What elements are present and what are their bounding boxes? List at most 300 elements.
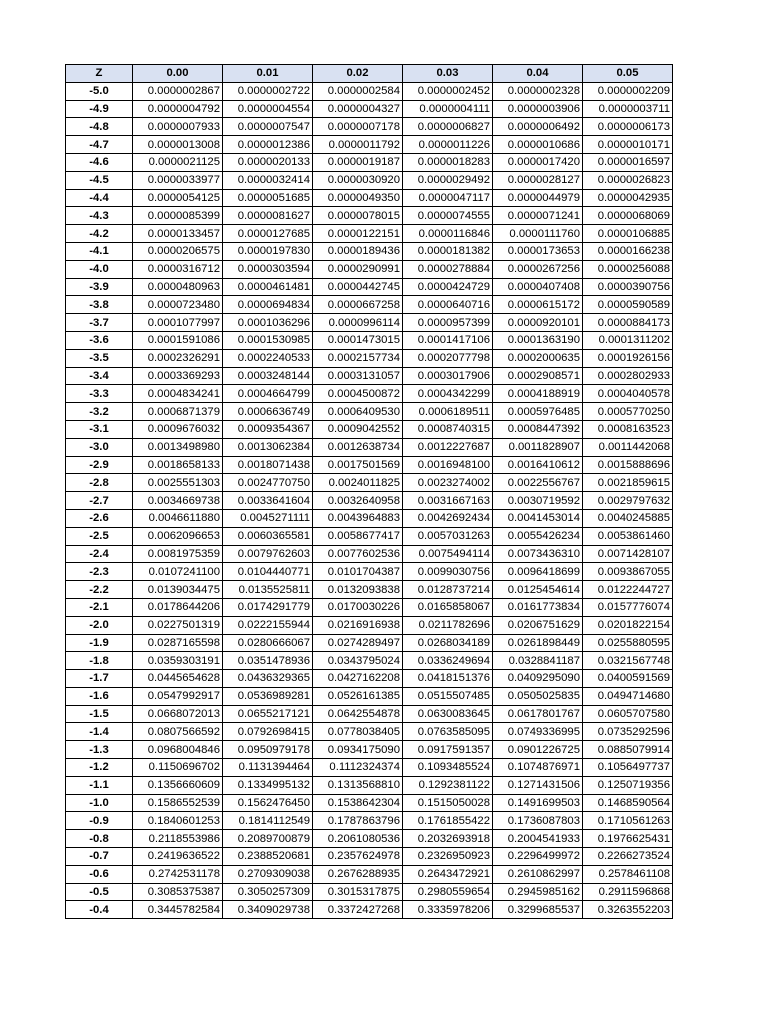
z-value-cell: -4.2	[66, 225, 133, 243]
table-row	[66, 225, 673, 243]
z-value-cell: -5.0	[66, 82, 133, 100]
probability-cell: 0.0000667258	[313, 296, 403, 314]
probability-cell: 0.0000074555	[403, 207, 493, 225]
probability-cell: 0.3299685537	[493, 901, 583, 919]
probability-cell: 0.0096418699	[493, 563, 583, 581]
probability-cell: 0.0165858067	[403, 598, 493, 616]
z-value-cell: -2.7	[66, 492, 133, 510]
probability-cell: 0.0000047117	[403, 189, 493, 207]
table-row	[66, 545, 673, 563]
probability-cell: 0.0505025835	[493, 687, 583, 705]
probability-cell: 0.0079762603	[223, 545, 313, 563]
probability-cell: 0.0000461481	[223, 278, 313, 296]
table-row	[66, 278, 673, 296]
probability-cell: 0.0002908571	[493, 367, 583, 385]
probability-cell: 0.0000004792	[133, 100, 223, 118]
probability-cell: 0.1150696702	[133, 759, 223, 777]
z-value-cell: -2.8	[66, 474, 133, 492]
z-value-cell: -1.0	[66, 794, 133, 812]
probability-cell: 0.1710561263	[583, 812, 673, 830]
probability-cell: 0.3085375387	[133, 883, 223, 901]
probability-cell: 0.0000256088	[583, 260, 673, 278]
probability-cell: 0.0024011825	[313, 474, 403, 492]
header-row	[66, 65, 673, 83]
probability-cell: 0.2004541933	[493, 830, 583, 848]
probability-cell: 0.1356660609	[133, 776, 223, 794]
probability-cell: 0.0161773834	[493, 598, 583, 616]
header-cell-0-05: 0.05	[583, 65, 673, 83]
probability-cell: 0.0934175090	[313, 741, 403, 759]
probability-cell: 0.0000407408	[493, 278, 583, 296]
table-row	[66, 563, 673, 581]
header-cell-0-02: 0.02	[313, 65, 403, 83]
probability-cell: 0.0000181382	[403, 242, 493, 260]
table-row	[66, 634, 673, 652]
probability-cell: 0.0000111760	[493, 225, 583, 243]
table-row	[66, 812, 673, 830]
table-row	[66, 403, 673, 421]
probability-cell: 0.0000004327	[313, 100, 403, 118]
probability-cell: 0.0280666067	[223, 634, 313, 652]
probability-cell: 0.2578461108	[583, 865, 673, 883]
probability-cell: 0.0008163523	[583, 420, 673, 438]
probability-cell: 0.1491699503	[493, 794, 583, 812]
table-row	[66, 865, 673, 883]
probability-cell: 0.1093485524	[403, 759, 493, 777]
probability-cell: 0.0018071438	[223, 456, 313, 474]
probability-cell: 0.0030719592	[493, 492, 583, 510]
probability-cell: 0.1056497737	[583, 759, 673, 777]
probability-cell: 0.2089700879	[223, 830, 313, 848]
table-row	[66, 242, 673, 260]
z-value-cell: -4.7	[66, 136, 133, 154]
probability-cell: 0.0494714680	[583, 687, 673, 705]
probability-cell: 0.0000071241	[493, 207, 583, 225]
probability-cell: 0.2061080536	[313, 830, 403, 848]
probability-cell: 0.0000640716	[403, 296, 493, 314]
probability-cell: 0.0099030756	[403, 563, 493, 581]
table-row	[66, 296, 673, 314]
table-row	[66, 759, 673, 777]
probability-cell: 0.0000303594	[223, 260, 313, 278]
z-value-cell: -3.9	[66, 278, 133, 296]
probability-cell: 0.0003369293	[133, 367, 223, 385]
probability-cell: 0.0008447392	[493, 420, 583, 438]
probability-cell: 0.0001077997	[133, 314, 223, 332]
probability-cell: 0.2296499972	[493, 848, 583, 866]
probability-cell: 0.0427162208	[313, 670, 403, 688]
probability-cell: 0.0000173653	[493, 242, 583, 260]
z-value-cell: -1.1	[66, 776, 133, 794]
probability-cell: 0.2357624978	[313, 848, 403, 866]
probability-cell: 0.0002802933	[583, 367, 673, 385]
z-value-cell: -2.4	[66, 545, 133, 563]
probability-cell: 0.0000054125	[133, 189, 223, 207]
probability-cell: 0.1313568810	[313, 776, 403, 794]
probability-cell: 0.0018658133	[133, 456, 223, 474]
table-row	[66, 260, 673, 278]
probability-cell: 0.0000085399	[133, 207, 223, 225]
probability-cell: 0.2266273524	[583, 848, 673, 866]
probability-cell: 0.0000694834	[223, 296, 313, 314]
z-value-cell: -1.4	[66, 723, 133, 741]
probability-cell: 0.1976625431	[583, 830, 673, 848]
z-value-cell: -1.9	[66, 634, 133, 652]
z-value-cell: -4.9	[66, 100, 133, 118]
probability-cell: 0.0029797632	[583, 492, 673, 510]
probability-cell: 0.0400591569	[583, 670, 673, 688]
probability-cell: 0.0950979178	[223, 741, 313, 759]
table-row	[66, 82, 673, 100]
probability-cell: 0.0000002722	[223, 82, 313, 100]
probability-cell: 0.0261898449	[493, 634, 583, 652]
probability-cell: 0.0255880595	[583, 634, 673, 652]
probability-cell: 0.0000884173	[583, 314, 673, 332]
z-value-cell: -2.9	[66, 456, 133, 474]
table-body	[66, 82, 673, 918]
probability-cell: 0.0000030920	[313, 171, 403, 189]
probability-cell: 0.0274289497	[313, 634, 403, 652]
probability-cell: 0.0043964883	[313, 509, 403, 527]
probability-cell: 0.0000006173	[583, 118, 673, 136]
probability-cell: 0.3445782584	[133, 901, 223, 919]
probability-cell: 0.0000122151	[313, 225, 403, 243]
probability-cell: 0.0351478936	[223, 652, 313, 670]
probability-cell: 0.0000278884	[403, 260, 493, 278]
probability-cell: 0.0101704387	[313, 563, 403, 581]
probability-cell: 0.1334995132	[223, 776, 313, 794]
probability-cell: 0.0000197830	[223, 242, 313, 260]
probability-cell: 0.0655217121	[223, 705, 313, 723]
z-value-cell: -2.2	[66, 581, 133, 599]
table-row	[66, 848, 673, 866]
probability-cell: 0.0000049350	[313, 189, 403, 207]
z-value-cell: -3.6	[66, 331, 133, 349]
probability-cell: 0.0001591086	[133, 331, 223, 349]
probability-cell: 0.0077602536	[313, 545, 403, 563]
probability-cell: 0.0000002452	[403, 82, 493, 100]
probability-cell: 0.0107241100	[133, 563, 223, 581]
probability-cell: 0.0630083645	[403, 705, 493, 723]
probability-cell: 0.0000267256	[493, 260, 583, 278]
probability-cell: 0.0009354367	[223, 420, 313, 438]
probability-cell: 0.0000007178	[313, 118, 403, 136]
probability-cell: 0.0000189436	[313, 242, 403, 260]
probability-cell: 0.0000042935	[583, 189, 673, 207]
probability-cell: 0.0006409530	[313, 403, 403, 421]
table-row	[66, 705, 673, 723]
z-value-cell: -0.9	[66, 812, 133, 830]
table-row	[66, 118, 673, 136]
probability-cell: 0.0201822154	[583, 616, 673, 634]
probability-cell: 0.1112324374	[313, 759, 403, 777]
probability-cell: 0.0000007547	[223, 118, 313, 136]
probability-cell: 0.0000004111	[403, 100, 493, 118]
probability-cell: 0.3263552203	[583, 901, 673, 919]
probability-cell: 0.0409295090	[493, 670, 583, 688]
probability-cell: 0.1515050028	[403, 794, 493, 812]
probability-cell: 0.0000028127	[493, 171, 583, 189]
table-row	[66, 189, 673, 207]
z-value-cell: -3.1	[66, 420, 133, 438]
z-value-cell: -2.1	[66, 598, 133, 616]
probability-cell: 0.2945985162	[493, 883, 583, 901]
probability-cell: 0.0642554878	[313, 705, 403, 723]
probability-cell: 0.0268034189	[403, 634, 493, 652]
probability-cell: 0.0000081627	[223, 207, 313, 225]
table-row	[66, 367, 673, 385]
probability-cell: 0.0000051685	[223, 189, 313, 207]
probability-cell: 0.0536989281	[223, 687, 313, 705]
z-value-cell: -0.5	[66, 883, 133, 901]
probability-cell: 0.0000957399	[403, 314, 493, 332]
probability-cell: 0.0041453014	[493, 509, 583, 527]
probability-cell: 0.0000166238	[583, 242, 673, 260]
probability-cell: 0.2118553986	[133, 830, 223, 848]
probability-cell: 0.0000010171	[583, 136, 673, 154]
probability-cell: 0.0000002584	[313, 82, 403, 100]
probability-cell: 0.0046611880	[133, 509, 223, 527]
probability-cell: 0.0000032414	[223, 171, 313, 189]
probability-cell: 0.0968004846	[133, 741, 223, 759]
probability-cell: 0.0000390756	[583, 278, 673, 296]
probability-cell: 0.0012638734	[313, 438, 403, 456]
probability-cell: 0.0081975359	[133, 545, 223, 563]
probability-cell: 0.0000920101	[493, 314, 583, 332]
probability-cell: 0.0000068069	[583, 207, 673, 225]
probability-cell: 0.0000044979	[493, 189, 583, 207]
probability-cell: 0.0000004554	[223, 100, 313, 118]
z-value-cell: -3.3	[66, 385, 133, 403]
probability-cell: 0.0053861460	[583, 527, 673, 545]
table-row	[66, 741, 673, 759]
z-value-cell: -1.7	[66, 670, 133, 688]
z-value-cell: -4.6	[66, 153, 133, 171]
probability-cell: 0.3015317875	[313, 883, 403, 901]
probability-cell: 0.0178644206	[133, 598, 223, 616]
probability-cell: 0.0000019187	[313, 153, 403, 171]
probability-cell: 0.0004342299	[403, 385, 493, 403]
probability-cell: 0.0104440771	[223, 563, 313, 581]
probability-cell: 0.0000078015	[313, 207, 403, 225]
probability-cell: 0.1074876971	[493, 759, 583, 777]
probability-cell: 0.0000002867	[133, 82, 223, 100]
table-row	[66, 652, 673, 670]
probability-cell: 0.0000133457	[133, 225, 223, 243]
probability-cell: 0.0001473015	[313, 331, 403, 349]
probability-cell: 0.0012227687	[403, 438, 493, 456]
probability-cell: 0.0170030226	[313, 598, 403, 616]
table-row	[66, 830, 673, 848]
table-row	[66, 670, 673, 688]
probability-cell: 0.0000002209	[583, 82, 673, 100]
probability-cell: 0.0000006827	[403, 118, 493, 136]
probability-cell: 0.0125454614	[493, 581, 583, 599]
probability-cell: 0.0016948100	[403, 456, 493, 474]
probability-cell: 0.0000007933	[133, 118, 223, 136]
probability-cell: 0.2643472921	[403, 865, 493, 883]
table-row	[66, 100, 673, 118]
probability-cell: 0.0792698415	[223, 723, 313, 741]
probability-cell: 0.0073436310	[493, 545, 583, 563]
z-value-cell: -0.6	[66, 865, 133, 883]
probability-cell: 0.0000290991	[313, 260, 403, 278]
probability-cell: 0.0287165598	[133, 634, 223, 652]
probability-cell: 0.0000615172	[493, 296, 583, 314]
probability-cell: 0.0668072013	[133, 705, 223, 723]
probability-cell: 0.0445654628	[133, 670, 223, 688]
probability-cell: 0.0002077798	[403, 349, 493, 367]
probability-cell: 0.0000590589	[583, 296, 673, 314]
probability-cell: 0.0001417106	[403, 331, 493, 349]
probability-cell: 0.0000021125	[133, 153, 223, 171]
probability-cell: 0.2709309038	[223, 865, 313, 883]
table-row	[66, 474, 673, 492]
probability-cell: 0.0000127685	[223, 225, 313, 243]
probability-cell: 0.0009042552	[313, 420, 403, 438]
table-row	[66, 509, 673, 527]
probability-cell: 0.0040245885	[583, 509, 673, 527]
z-value-cell: -3.8	[66, 296, 133, 314]
probability-cell: 0.0000029492	[403, 171, 493, 189]
probability-cell: 0.0000011792	[313, 136, 403, 154]
probability-cell: 0.1761855422	[403, 812, 493, 830]
table-row	[66, 883, 673, 901]
z-value-cell: -1.8	[66, 652, 133, 670]
probability-cell: 0.0008740315	[403, 420, 493, 438]
z-value-cell: -4.1	[66, 242, 133, 260]
z-value-cell: -2.0	[66, 616, 133, 634]
header-cell-0-04: 0.04	[493, 65, 583, 83]
probability-cell: 0.0000003711	[583, 100, 673, 118]
probability-cell: 0.0135525811	[223, 581, 313, 599]
probability-cell: 0.0807566592	[133, 723, 223, 741]
z-value-cell: -1.2	[66, 759, 133, 777]
probability-cell: 0.0023274002	[403, 474, 493, 492]
table-row	[66, 349, 673, 367]
probability-cell: 0.0005770250	[583, 403, 673, 421]
probability-cell: 0.0004500872	[313, 385, 403, 403]
probability-cell: 0.0749336995	[493, 723, 583, 741]
table-row	[66, 420, 673, 438]
probability-cell: 0.0000010686	[493, 136, 583, 154]
probability-cell: 0.0000442745	[313, 278, 403, 296]
probability-cell: 0.0418151376	[403, 670, 493, 688]
probability-cell: 0.0778038405	[313, 723, 403, 741]
probability-cell: 0.0011828907	[493, 438, 583, 456]
probability-cell: 0.0174291779	[223, 598, 313, 616]
probability-cell: 0.0058677417	[313, 527, 403, 545]
table-row	[66, 616, 673, 634]
probability-cell: 0.2326950923	[403, 848, 493, 866]
table-row	[66, 171, 673, 189]
probability-cell: 0.0000723480	[133, 296, 223, 314]
probability-cell: 0.0885079914	[583, 741, 673, 759]
probability-cell: 0.0006871379	[133, 403, 223, 421]
table-row	[66, 136, 673, 154]
table-row	[66, 385, 673, 403]
probability-cell: 0.1840601253	[133, 812, 223, 830]
probability-cell: 0.0013062384	[223, 438, 313, 456]
probability-cell: 0.0000116846	[403, 225, 493, 243]
table-row	[66, 901, 673, 919]
z-value-cell: -1.5	[66, 705, 133, 723]
probability-cell: 0.2610862997	[493, 865, 583, 883]
probability-cell: 0.0003131057	[313, 367, 403, 385]
probability-cell: 0.0001926156	[583, 349, 673, 367]
probability-cell: 0.3335978206	[403, 901, 493, 919]
probability-cell: 0.0000002328	[493, 82, 583, 100]
probability-cell: 0.1468590564	[583, 794, 673, 812]
probability-cell: 0.2419636522	[133, 848, 223, 866]
z-table	[65, 64, 673, 919]
probability-cell: 0.0001311202	[583, 331, 673, 349]
probability-cell: 0.0055426234	[493, 527, 583, 545]
probability-cell: 0.0033641604	[223, 492, 313, 510]
probability-cell: 0.0139034475	[133, 581, 223, 599]
table-row	[66, 314, 673, 332]
probability-cell: 0.2032693918	[403, 830, 493, 848]
table-row	[66, 598, 673, 616]
table-row	[66, 456, 673, 474]
probability-cell: 0.0060365581	[223, 527, 313, 545]
table-row	[66, 581, 673, 599]
probability-cell: 0.0002326291	[133, 349, 223, 367]
probability-cell: 0.0003017906	[403, 367, 493, 385]
probability-cell: 0.0359303191	[133, 652, 223, 670]
probability-cell: 0.0075494114	[403, 545, 493, 563]
z-value-cell: -4.4	[66, 189, 133, 207]
table-row	[66, 794, 673, 812]
table-row	[66, 687, 673, 705]
probability-cell: 0.0002000635	[493, 349, 583, 367]
probability-cell: 0.2388520681	[223, 848, 313, 866]
probability-cell: 0.0336249694	[403, 652, 493, 670]
probability-cell: 0.1292381122	[403, 776, 493, 794]
z-value-cell: -3.5	[66, 349, 133, 367]
table-row	[66, 207, 673, 225]
probability-cell: 0.0017501569	[313, 456, 403, 474]
table-row	[66, 331, 673, 349]
probability-cell: 0.1787863796	[313, 812, 403, 830]
probability-cell: 0.1131394464	[223, 759, 313, 777]
probability-cell: 0.0515507485	[403, 687, 493, 705]
z-value-cell: -4.8	[66, 118, 133, 136]
probability-cell: 0.0321567748	[583, 652, 673, 670]
probability-cell: 0.0062096653	[133, 527, 223, 545]
z-value-cell: -2.3	[66, 563, 133, 581]
z-value-cell: -0.4	[66, 901, 133, 919]
table-row	[66, 438, 673, 456]
probability-cell: 0.0042692434	[403, 509, 493, 527]
probability-cell: 0.0216916938	[313, 616, 403, 634]
probability-cell: 0.2911596868	[583, 883, 673, 901]
probability-cell: 0.0015888696	[583, 456, 673, 474]
probability-cell: 0.0009676032	[133, 420, 223, 438]
probability-cell: 0.0001530985	[223, 331, 313, 349]
table-row	[66, 153, 673, 171]
probability-cell: 0.1250719356	[583, 776, 673, 794]
probability-cell: 0.3409029738	[223, 901, 313, 919]
probability-cell: 0.0526161385	[313, 687, 403, 705]
probability-cell: 0.0002240533	[223, 349, 313, 367]
z-value-cell: -0.8	[66, 830, 133, 848]
probability-cell: 0.0763585095	[403, 723, 493, 741]
probability-cell: 0.1538642304	[313, 794, 403, 812]
probability-cell: 0.0024770750	[223, 474, 313, 492]
z-value-cell: -3.4	[66, 367, 133, 385]
probability-cell: 0.0206751629	[493, 616, 583, 634]
